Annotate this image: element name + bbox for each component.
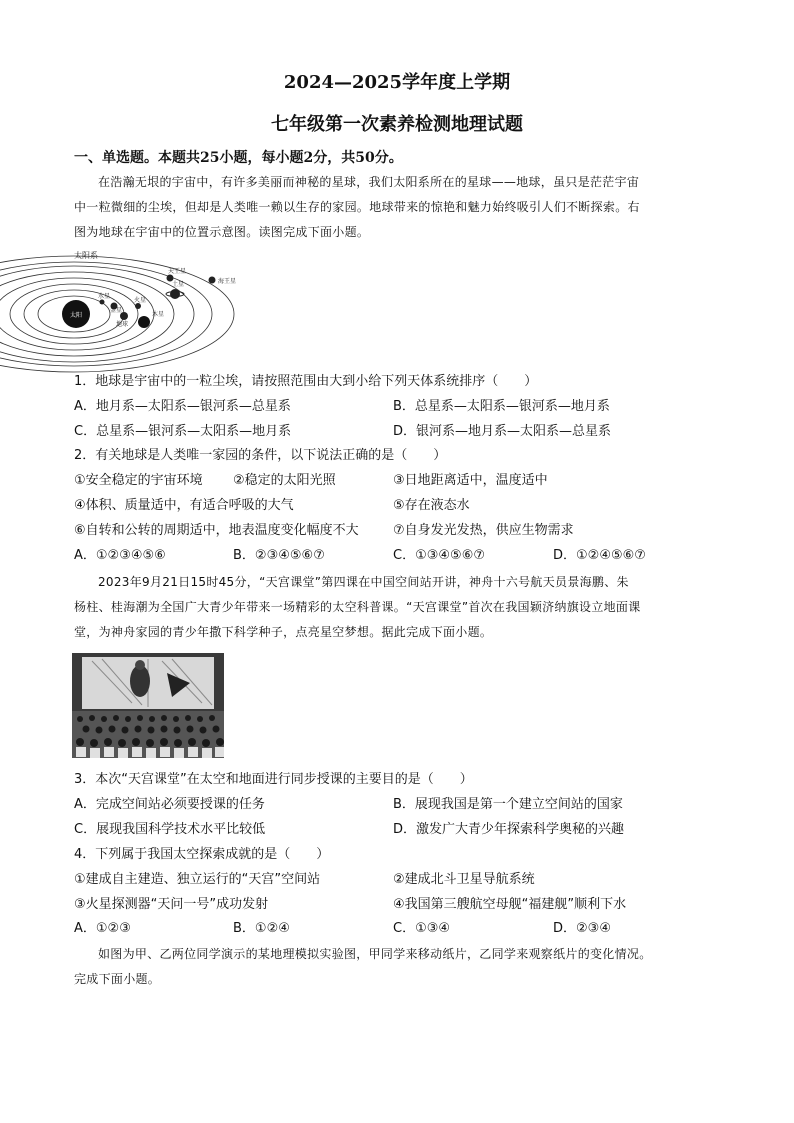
planet-label-neptune: 海王星: [218, 278, 237, 285]
question-4-statement-1: ①建成自主建造、独立运行的“天宫”空间站: [74, 872, 321, 887]
passage-2-line-1: 2023年9月21日15时45分，“天宫课堂”第四课在中国空间站开讲，神舟十六号航天员景海鹏、朱: [98, 575, 629, 589]
planet-label-saturn: 土星: [172, 281, 185, 288]
question-1-option-b[interactable]: B．总星系—太阳系—银河系—地月系: [393, 399, 610, 414]
sun-label: 太阳: [70, 312, 83, 319]
solar-system-diagram: [72, 246, 252, 358]
question-2-statement-5: ⑤存在液态水: [393, 498, 470, 513]
question-4-option-d[interactable]: D．②③④: [553, 921, 611, 936]
question-3-option-a[interactable]: A．完成空间站必须要授课的任务: [74, 797, 265, 812]
question-2-statement-3: ③日地距离适中，温度适中: [393, 473, 548, 488]
orbit-7: [0, 262, 212, 366]
passage-1-line-1: 在浩瀚无垠的宇宙中，有许多美丽而神秘的星球，我们太阳系所在的星球——地球，虽只是茫茫宇宙: [98, 175, 640, 189]
orbit-6: [0, 266, 194, 362]
question-2-option-c[interactable]: C．①③④⑤⑥⑦: [393, 548, 486, 563]
question-2-statement-4: ④体积、质量适中，有适合呼吸的大气: [74, 498, 294, 513]
question-1-option-d[interactable]: D．银河系—地月系—太阳系—总星系: [393, 424, 612, 439]
planet-label-uranus: 天王星: [168, 268, 187, 275]
planet-label-mars: 火星: [134, 297, 147, 304]
orbit-8: [0, 256, 237, 372]
question-1-stem: 1．地球是宇宙中的一粒尘埃，请按照范围由大到小给下列天体系统排序（ ）: [74, 374, 538, 389]
mercury-icon: [100, 300, 105, 305]
passage-3-line-2: 完成下面小题。: [74, 972, 161, 986]
question-2-option-a[interactable]: A．①②③④⑤⑥: [74, 548, 166, 563]
passage-2-line-2: 杨柱、桂海潮为全国广大青少年带来一场精彩的太空科普课。“天宫课堂”首次在我国颖济纳旗设立地面课: [74, 600, 641, 614]
classroom-photo-illustration: [72, 653, 224, 758]
passage-1: [74, 170, 724, 245]
exam-title-year: 2024—2025学年度上学期: [283, 72, 511, 93]
planet-label-earth: 地球: [116, 321, 129, 328]
question-2-statement-2: ②稳定的太阳光照: [233, 473, 336, 488]
passage-2: [74, 570, 724, 645]
question-2-option-d[interactable]: D．①②④⑤⑥⑦: [553, 548, 646, 563]
planet-label-jupiter: 木星: [152, 311, 165, 318]
neptune-icon: [209, 277, 216, 284]
question-4-statement-2: ②建成北斗卫星导航系统: [393, 872, 535, 887]
planet-label-mercury: 水星: [98, 293, 111, 300]
jupiter-icon: [138, 316, 150, 328]
question-4-option-b[interactable]: B．①②④: [233, 921, 290, 936]
exam-title-subject: 七年级第一次素养检测地理试题: [271, 114, 523, 135]
passage-3: [74, 942, 724, 992]
question-4-option-a[interactable]: A．①②③: [74, 921, 131, 936]
tiangong-classroom-photo: [72, 653, 224, 758]
question-4-statement-4: ④我国第三艘航空母舰“福建舰”顺利下水: [393, 897, 627, 912]
section-heading: 一、单选题。本题共25小题，每小题2分，共50分。: [74, 150, 403, 166]
question-3-option-d[interactable]: D．激发广大青少年探索科学奥秘的兴趣: [393, 822, 625, 837]
solar-system-figure: [72, 246, 252, 358]
question-4-option-c[interactable]: C．①③④: [393, 921, 451, 936]
question-2-stem: 2．有关地球是人类唯一家园的条件，以下说法正确的是（ ）: [74, 448, 447, 463]
question-2-statement-7: ⑦自身发光发热，供应生物需求: [393, 523, 574, 538]
passage-1-line-2: 中一粒微细的尘埃，但却是人类唯一赖以生存的家园。地球带来的惊艳和魅力始终吸引人们不断探索。右: [74, 200, 640, 214]
question-4-statement-3: ③火星探测器“天问一号”成功发射: [74, 897, 269, 912]
passage-2-line-3: 堂，为神舟家园的青少年撒下科学种子，点亮星空梦想。据此完成下面小题。: [74, 625, 493, 639]
question-2-statement-6: ⑥自转和公转的周期适中，地表温度变化幅度不大: [74, 523, 359, 538]
question-3-option-c[interactable]: C．展现我国科学技术水平比较低: [74, 822, 266, 837]
passage-3-line-1: 如图为甲、乙两位同学演示的某地理模拟实验图，甲同学来移动纸片，乙同学来观察纸片的变化情况。: [98, 947, 652, 961]
question-3-option-b[interactable]: B．展现我国是第一个建立空间站的国家: [393, 797, 623, 812]
question-1-option-c[interactable]: C．总星系—银河系—太阳系—地月系: [74, 424, 292, 439]
solar-system-label: 太阳系: [74, 251, 98, 260]
saturn-icon: [170, 289, 180, 299]
question-1-option-a[interactable]: A．地月系—太阳系—银河系—总星系: [74, 399, 291, 414]
question-2-statement-1: ①安全稳定的宇宙环境: [74, 473, 203, 488]
question-4-stem: 4．下列属于我国太空探索成就的是（ ）: [74, 847, 330, 862]
question-3-stem: 3．本次“天宫课堂”在太空和地面进行同步授课的主要目的是（ ）: [74, 772, 473, 787]
planet-label-venus: 金星: [110, 307, 123, 314]
passage-1-line-3: 图为地球在宇宙中的位置示意图。读图完成下面小题。: [74, 225, 370, 239]
question-2-option-b[interactable]: B．②③④⑤⑥⑦: [233, 548, 325, 563]
